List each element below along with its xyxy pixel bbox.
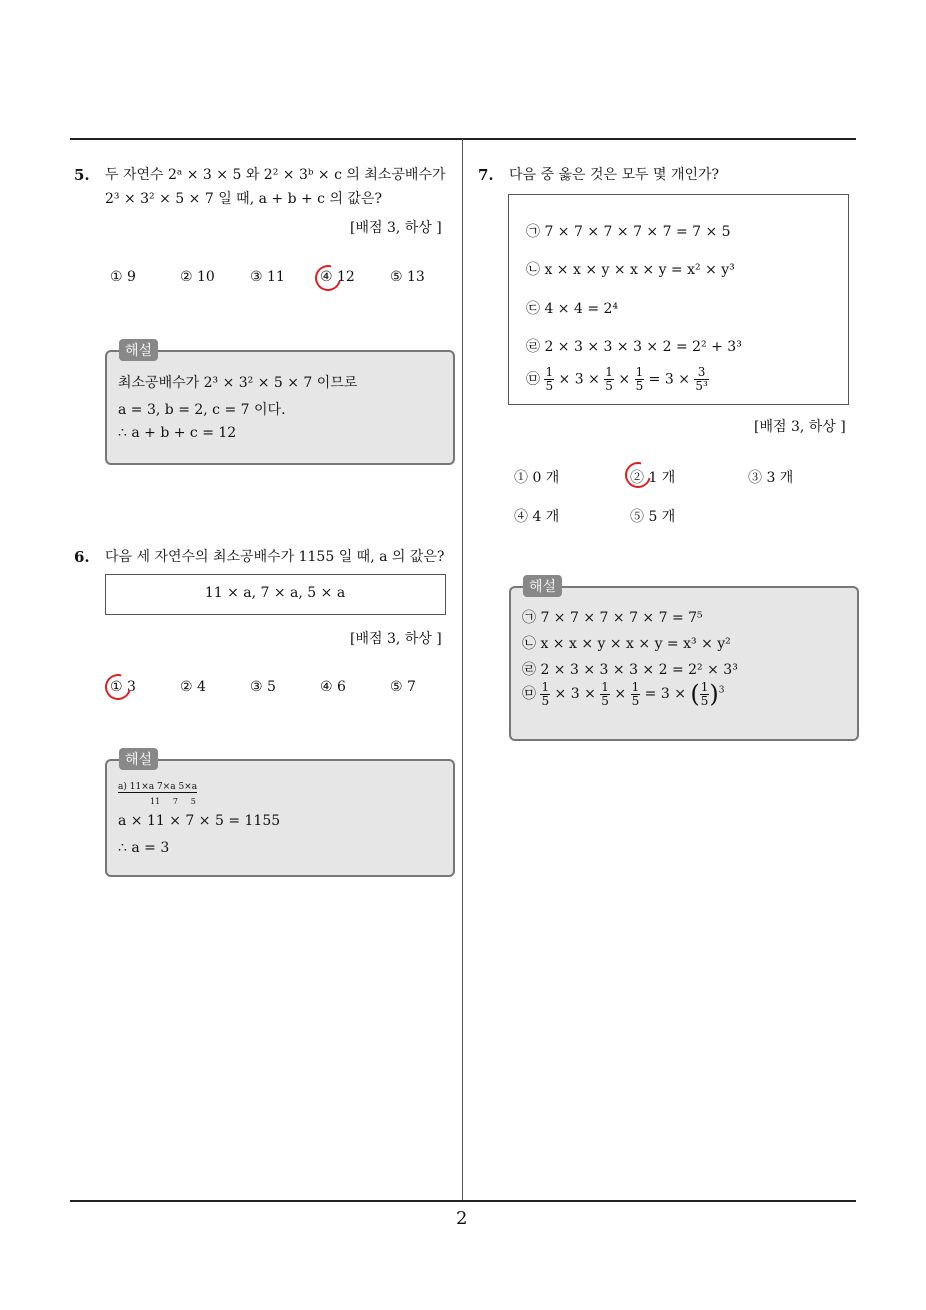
q6-expl-line2: ∴ a = 3	[118, 840, 170, 856]
q7-choice-5[interactable]: ⑤ 5 개	[630, 509, 676, 525]
page-number: 2	[456, 1208, 468, 1229]
q6-expl-division-top: a) 11×a 7×a 5×a	[118, 782, 198, 792]
q5-explanation-tag: 해설	[119, 339, 158, 361]
q5-expl-line2: a = 3, b = 2, c = 7 이다.	[118, 402, 286, 418]
q6-score: [배점 3, 하상 ]	[350, 631, 442, 647]
q7-item-5-frac3: $\frac{1}{5}$	[635, 365, 644, 393]
q6-choice-5[interactable]: ⑤ 7	[390, 679, 416, 695]
q5-choice-4[interactable]: ④ 12	[320, 269, 355, 285]
q7-item-1: ㉠ 7 × 7 × 7 × 7 × 7 = 7 × 5	[526, 224, 731, 240]
q5-answer-mark	[310, 260, 346, 296]
q6-choice-2[interactable]: ② 4	[180, 679, 206, 695]
q7-item-5-frac1: $\frac{1}{5}$	[545, 365, 554, 393]
q5-expl-line3: ∴ a + b + c = 12	[118, 425, 237, 441]
bottom-rule	[70, 1200, 856, 1202]
q5-stem-line1: 두 자연수 2ᵃ × 3 × 5 와 2² × 3ᵇ × c 의 최소공배수가	[105, 167, 446, 183]
q6-expl-division-bottom: 11 7 5	[150, 797, 196, 806]
q6-stem: 다음 세 자연수의 최소공배수가 1155 일 때, a 의 값은?	[105, 549, 445, 565]
q7-stem: 다음 중 옳은 것은 모두 몇 개인가?	[509, 167, 720, 183]
q7-expl-line2: ㉡ x × x × y × x × y = x³ × y²	[522, 636, 731, 652]
q7-expl-line3: ㉣ 2 × 3 × 3 × 3 × 2 = 2² × 3³	[522, 662, 738, 678]
q7-item-3: ㉢ 4 × 4 = 2⁴	[526, 301, 619, 317]
q7-choice-4[interactable]: ④ 4 개	[514, 509, 560, 525]
q5-expl-line1: 최소공배수가 2³ × 3² × 5 × 7 이므로	[118, 375, 358, 391]
q6-given-text: 11 × a, 7 × a, 5 × a	[204, 585, 346, 601]
q7-choice-1[interactable]: ① 0 개	[514, 470, 560, 486]
q7-number: 7.	[478, 166, 494, 184]
q5-number: 5.	[74, 166, 90, 184]
q7-item-5-label: ㉤	[526, 371, 540, 388]
q7-answer-mark	[620, 457, 656, 493]
q6-expl-line1: a × 11 × 7 × 5 = 1155	[118, 813, 281, 829]
q7-item-2: ㉡ x × x × y × x × y = x² × y³	[526, 262, 735, 278]
q7-item-4: ㉣ 2 × 3 × 3 × 3 × 2 = 2² + 3³	[526, 339, 742, 355]
q5-choice-5[interactable]: ⑤ 13	[390, 269, 425, 285]
q6-answer-mark	[100, 669, 136, 705]
q6-explanation-tag: 해설	[119, 748, 158, 770]
q7-item-5: ㉤ $\frac{1}{5}$ × 3 × $\frac{1}{5}$ × $\frac{1}{5}$ = 3 × $\frac{3}{\text{5³}}$	[526, 365, 708, 393]
q7-expl-line4: ㉤ $\frac{1}{5}$ × 3 × $\frac{1}{5}$ × $\frac{1}{5}$ = 3 × ( $\frac{1}{5}$ )$^3$	[522, 679, 725, 708]
q5-choice-1[interactable]: ① 9	[110, 269, 136, 285]
q7-choice-3[interactable]: ③ 3 개	[748, 470, 794, 486]
q6-choice-3[interactable]: ③ 5	[250, 679, 276, 695]
q6-choice-1[interactable]: ① 3	[110, 679, 136, 695]
q5-choice-2[interactable]: ② 10	[180, 269, 215, 285]
q6-number: 6.	[74, 548, 90, 566]
top-rule	[70, 138, 856, 140]
q7-expl-line1: ㉠ 7 × 7 × 7 × 7 × 7 = 7⁵	[522, 610, 703, 626]
column-divider	[462, 139, 463, 1201]
q5-score: [배점 3, 하상 ]	[350, 220, 442, 236]
q5-choice-3[interactable]: ③ 11	[250, 269, 285, 285]
q7-choice-2[interactable]: ② 1 개	[630, 470, 676, 486]
q7-item-5-frac2: $\frac{1}{5}$	[605, 365, 613, 393]
q5-stem-line2: 2³ × 3² × 5 × 7 일 때, a + b + c 의 값은?	[105, 191, 382, 207]
q7-explanation-tag: 해설	[523, 575, 562, 597]
q7-score: [배점 3, 하상 ]	[754, 419, 846, 435]
q7-item-5-frac4: $\frac{3}{\text{5³}}$	[695, 365, 708, 393]
q6-choice-4[interactable]: ④ 6	[320, 679, 346, 695]
